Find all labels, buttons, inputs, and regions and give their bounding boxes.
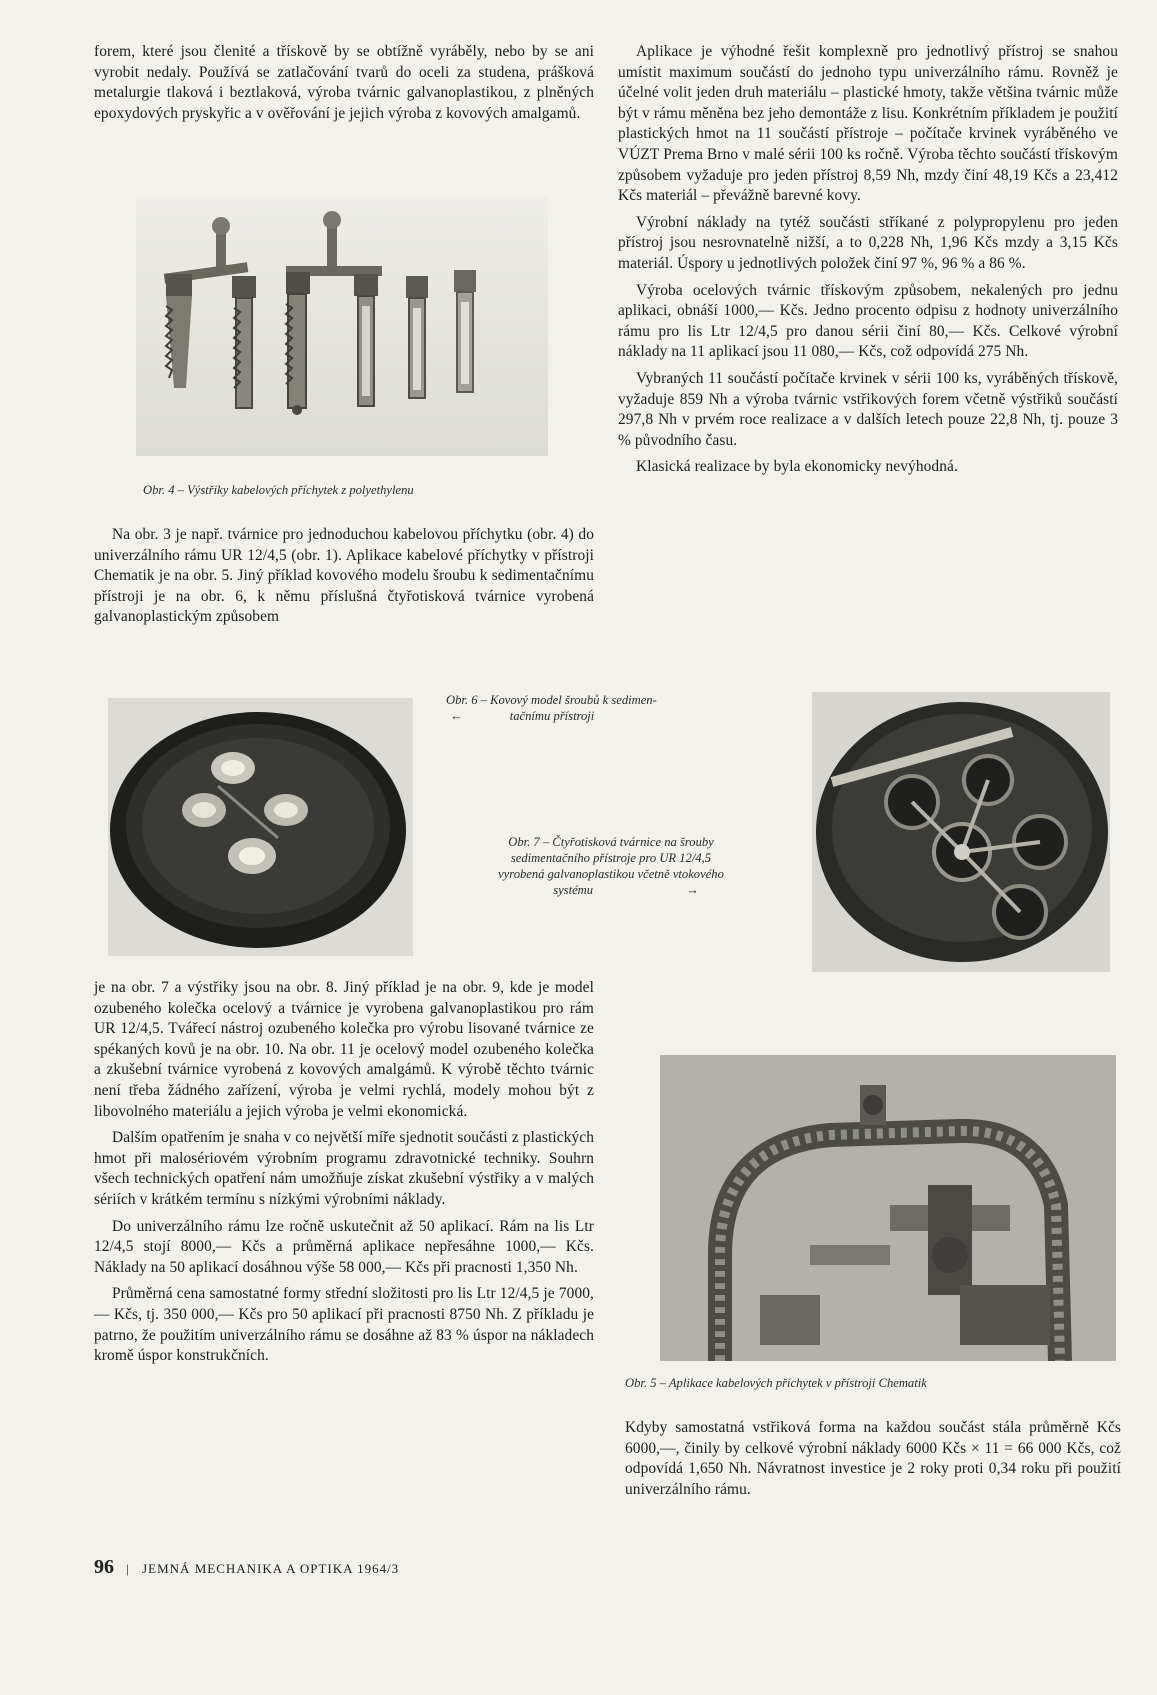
screw-model-illustration [108,698,413,956]
figure-4-photo [136,196,548,456]
figure-4-caption: Obr. 4 – Výstřiky kabelových příchytek z polyethylenu [143,483,414,497]
figure-7-caption-line: vyrobená galvanoplastikou včetně vtokového [498,867,724,881]
left-arrow-icon: ← [450,709,463,723]
figure-6-photo [108,698,413,956]
paragraph: Vybraných 11 součástí počítače krvinek v sérii 100 ks, vyráběných třískově, vyžaduje 859 Nh a výroba tvárnic vstřikových forem včetně výstřiků součástí 297,8 Nh v prvém roce realizace a v dalších letech pouze 22,8 Nh, tj. pouze 3 % původního času. [618,369,1118,449]
paragraph: Na obr. 3 je např. tvárnice pro jednoduchou kabelovou příchytku (obr. 4) do univerzálního rámu UR 12/4,5 (obr. 1). Aplikace kabelové příchytky v přístroji Chematik je na obr. 5. Jiný příklad kovového modelu šroubu k sedimentačnímu přístroji je na obr. 6, k němu příslušná čtyřotisková tvárnice vyrobená galvanoplastickým způsobem [94,526,594,626]
paragraph: Do univerzálního rámu lze ročně uskutečnit až 50 aplikací. Rám na lis Ltr 12/4,5 stojí 8000,— Kčs a průměrná aplikace nepřesáhne 1000,— Kčs. Náklady na 50 aplikací dosáhnou výše 58 000,— Kčs při pracnosti 1,350 Nh. [94,1217,594,1276]
left-column-middle [94,525,594,634]
figure-5-caption: Obr. 5 – Aplikace kabelových příchytek v přístroji Chematik [625,1376,927,1390]
paragraph: Výroba ocelových tvárnic třískovým způsobem, nekalených pro jednu aplikaci, obnáší 1000,— Kčs. Jedno procento odpisu z hodnoty univerzálního rámu pro lis Ltr 12/4,5 pro danou sérii činí 80,— Kčs. Celkové výrobní náklady na 11 aplikací jsou 11 080,— Kčs, což odpovídá 275 Nh. [618,281,1118,361]
left-column-top [94,42,594,130]
paragraph: je na obr. 7 a výstřiky jsou na obr. 8. Jiný příklad je na obr. 9, kde je model ozubeného kolečka ocelový a tvárnice je vyrobena galvanoplastikou pro rám UR 12/4,5. Tvářecí nástroj ozubeného kolečka pro výrobu lisované tvárnice ze spékaných kovů je na obr. 10. Na obr. 11 je ocelový model ozubeného kolečka a zkušební tvárnice vyrobená z kovových amalgámů. K výrobě těchto tvárnic není třeba žádného zařízení, výroba je velmi rychlá, modely mohou být z libovolného materiálu a jejich výroba je velmi ekonomická. [94,979,594,1120]
page-number: 96 [94,1556,114,1578]
figure-7-caption-line [446,882,776,898]
paragraph: Klasická realizace by byla ekonomicky nevýhodná. [636,458,958,476]
figure-7-caption-line: Obr. 7 – Čtyřotisková tvárnice na šrouby [508,835,714,849]
figure-7-photo [812,692,1110,972]
paragraph: forem, které jsou členité a třískově by se obtížně vyráběly, nebo by se ani vyrobit nedaly. Používá se zatlačování tvarů do oceli za studena, prášková metalurgie tlaková i beztlaková, výroba tvárnic galvanoplastikou, z plněných epoxydových pryskyřic a v ověřování je jejich výroba z kovových amalgamů. [94,43,594,122]
page-footer [94,1556,399,1579]
right-column-top [618,42,1118,484]
figure-7-caption [446,834,776,898]
chematik-apparatus-illustration [660,1055,1116,1361]
footer-separator: | [126,1561,130,1576]
paragraph: Dalším opatřením je snaha v co největší míře sjednotit součásti z plastických hmot při malosériovém výrobním programu zdravotnické techniky. Souhrn všech technických opatření nám umožňuje získat zkušební výstřiky a v malých sériích v krátkém termínu s nízkými výrobními náklady. [94,1129,594,1208]
paragraph: Kdyby samostatná vstřiková forma na každou součást stála průměrně Kčs 6000,—, činily by celkové výrobní náklady 6000 Kčs × 11 = 66 000 Kčs, což odpovídá 1,650 Nh. Návratnost investice je 2 roky proti 0,34 roku při použití univerzálního rámu. [625,1419,1121,1498]
journal-title: JEMNÁ MECHANIKA A OPTIKA 1964/3 [142,1561,400,1576]
right-column-bottom [625,1418,1121,1506]
figure-5-photo [660,1055,1116,1361]
figure-7-caption-end: systému [553,883,594,897]
figure-6-caption-line [446,708,806,724]
figure-6-caption [446,692,806,724]
paragraph: Aplikace je výhodné řešit komplexně pro jednotlivý přístroj se snahou umístit maximum součástí do jednoho typu univerzálního rámu. Rovněž je účelné volit jeden druh materiálu – plastické hmoty, takže většina tvárnic může být v rámu měněna bez jeho demontáže z lisu. Konkrétním příkladem je použití plastických hmot na 11 součástí přístroje – počítače krvinek vyráběného ve VÚZT Prema Brno v malé sérii 100 ks ročně. Výroba těchto součástí třískovým způsobem vyžaduje pro jeden přístroj 8,59 Nh, mzdy činí 48,19 Kčs a 23,412 Kčs materiál – převážně barevné kovy. [618,43,1118,205]
figure-7-caption-line: sedimentačního přístroje pro UR 12/4,5 [510,851,712,865]
figure-6-caption-line: Obr. 6 – Kovový model šroubů k sedimen- [446,693,657,707]
paragraph: Výrobní náklady na tytéž součásti stříkané z polypropylenu pro jeden přístroj jsou nesrovnatelně nižší, a to 0,228 Nh, 1,96 Kčs mzdy a 3,15 Kčs materiál. Úspory u jednotlivých položek činí 97 %, 96 % a 86 %. [618,213,1118,272]
four-cavity-die-illustration [812,692,1110,972]
paragraph: Průměrná cena samostatné formy střední složitosti pro lis Ltr 12/4,5 je 7000,— Kčs, tj. 350 000,— Kčs pro 50 aplikací při pracnosti 8750 Nh. Z příkladu je patrno, že použitím univerzálního rámu se dosáhne až 83 % úspor na nákladech kromě úspor konstrukčních. [94,1285,594,1365]
right-arrow-icon: → [686,883,699,897]
figure-6-caption-continuation: tačnímu přístroji [509,709,595,723]
cable-clips-illustration [136,196,548,456]
left-column-bottom [94,978,594,1373]
